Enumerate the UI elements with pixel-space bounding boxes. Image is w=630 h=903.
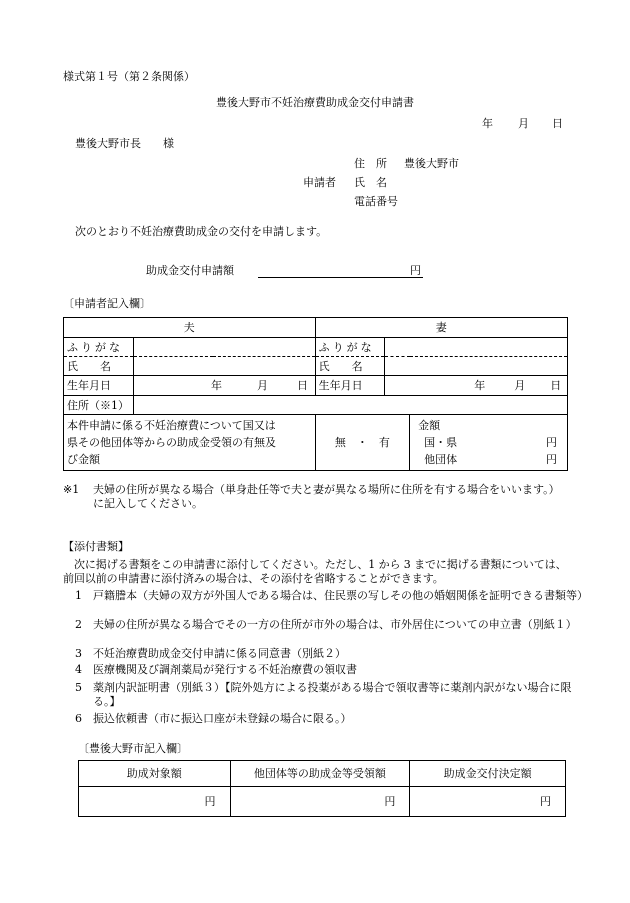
applicant-label: 申請者	[303, 176, 336, 189]
other-org-row	[424, 451, 557, 468]
attachment-item-text: 医療機関及び調剤薬局が発行する不妊治療費の領収書	[93, 663, 357, 676]
name-label: 氏 名	[354, 176, 387, 189]
subsidy-question	[64, 415, 316, 471]
husband-dob-day: 日	[296, 379, 308, 392]
wife-name-field[interactable]	[385, 357, 568, 376]
note1-mark: ※1	[63, 483, 80, 496]
wife-dob-field[interactable]	[385, 376, 568, 396]
city-header-target-amount: 助成対象額	[79, 761, 231, 787]
amount-field-underline[interactable]	[258, 277, 423, 278]
attachment-item	[75, 618, 589, 632]
husband-dob-month: 月	[256, 379, 268, 392]
form-number: 様式第１号（第２条関係）	[63, 70, 195, 83]
wife-header: 妻	[315, 318, 567, 338]
none-yes-choice[interactable]: 無 ・ 有	[315, 415, 410, 471]
address-row-field[interactable]	[133, 396, 567, 415]
other-org-label: 他団体	[424, 453, 458, 466]
subsidy-amount-cell[interactable]	[410, 415, 568, 471]
date-month-label: 月	[518, 117, 529, 130]
husband-dob-label: 生年月日	[64, 376, 134, 396]
husband-dob-year: 年	[210, 379, 222, 392]
attachment-item	[75, 681, 589, 710]
attachment-item	[75, 663, 589, 677]
amount-head: 金額	[418, 419, 441, 432]
attachment-item-text: 薬剤内訳証明書（別紙３）【院外処方による投薬がある場合で領収書等に薬剤内訳がない場合に限る。】	[93, 681, 572, 709]
intro-text: 次のとおり不妊治療費助成金の交付を申請します。	[75, 225, 328, 238]
note1-text: 夫婦の住所が異なる場合（単身赴任等で夫と妻が異なる場所に住所を有する場合をいいます。）に記入してください。	[93, 483, 560, 511]
city-header-decision-amount: 助成金交付決定額	[410, 761, 566, 787]
attachment-item	[75, 647, 589, 661]
attachment-item-text: 夫婦の住所が異なる場合でその一方の住所が市外の場合は、市外居住についての申立書（別紙１）	[93, 618, 577, 631]
address-row-label: 住所（※1）	[64, 396, 134, 415]
husband-name-label: 氏 名	[64, 357, 134, 376]
city-other-yen: 円	[384, 795, 396, 808]
city-table	[78, 760, 566, 817]
subsidy-question-line2: 県その他団体等からの助成金受領の有無及	[67, 436, 276, 449]
wife-dob-month: 月	[514, 379, 526, 392]
amount-label: 助成金交付申請額	[146, 264, 234, 277]
husband-dob-field[interactable]	[133, 376, 315, 396]
national-pref-label: 国・県	[424, 436, 458, 449]
wife-name-label: 氏 名	[315, 357, 385, 376]
attachments-intro: 次に掲げる書類をこの申請書に添付してください。ただし、1 から 3 までに掲げる書類については、前回以前の申請書に添付済みの場合は、その添付を省略することができます。	[63, 558, 567, 586]
attachment-item-number: 5	[75, 681, 82, 694]
attachments-title: 【添付書類】	[63, 540, 129, 553]
husband-furigana-label: ふりがな	[64, 338, 134, 357]
subsidy-question-line3: び金額	[67, 453, 100, 466]
subsidy-question-line1: 本件申請に係る不妊治療費について国又は	[67, 419, 276, 432]
attachment-item-text: 戸籍謄本（夫婦の双方が外国人である場合は、住民票の写しその他の婚姻関係を証明できる書類等）	[93, 589, 588, 602]
husband-furigana-field[interactable]	[133, 338, 315, 357]
city-section-title: 〔豊後大野市記入欄〕	[78, 742, 188, 755]
attachment-item-text: 不妊治療費助成金交付申請に係る同意書（別紙２）	[93, 647, 346, 660]
applicant-section-title: 〔申請者記入欄〕	[63, 297, 151, 310]
husband-name-field[interactable]	[133, 357, 315, 376]
husband-header: 夫	[64, 318, 316, 338]
national-pref-row	[424, 434, 557, 451]
city-decision-yen: 円	[540, 795, 551, 808]
wife-dob-label: 生年月日	[315, 376, 385, 396]
city-target-yen: 円	[204, 795, 216, 808]
city-decision-amount-field[interactable]	[410, 787, 566, 817]
attachment-item-number: 2	[75, 618, 82, 631]
date-day-label: 日	[552, 117, 563, 130]
date-year-label: 年	[482, 117, 493, 130]
addressee: 豊後大野市長 様	[75, 137, 174, 150]
amount-unit: 円	[410, 264, 421, 277]
applicant-table	[63, 317, 568, 471]
city-target-amount-field[interactable]	[79, 787, 231, 817]
attachment-item	[75, 712, 589, 726]
address-label: 住 所	[354, 157, 387, 170]
city-header-other-received: 他団体等の助成金等受領額	[230, 761, 410, 787]
attachment-item	[75, 589, 589, 603]
form-title: 豊後大野市不妊治療費助成金交付申請書	[216, 96, 414, 109]
other-org-yen: 円	[546, 453, 557, 466]
attachment-item-number: 3	[75, 647, 82, 660]
attachment-item-number: 6	[75, 712, 82, 725]
phone-label: 電話番号	[354, 195, 398, 208]
wife-furigana-label: ふりがな	[315, 338, 385, 357]
wife-furigana-field[interactable]	[385, 338, 568, 357]
attachment-item-number: 1	[75, 589, 82, 602]
attachment-item-number: 4	[75, 663, 82, 676]
wife-dob-year: 年	[474, 379, 486, 392]
address-value: 豊後大野市	[404, 157, 459, 170]
national-pref-yen: 円	[546, 436, 557, 449]
wife-dob-day: 日	[550, 379, 562, 392]
attachment-item-text: 振込依頼書（市に振込口座が未登録の場合に限る。）	[93, 712, 352, 725]
city-other-received-field[interactable]	[230, 787, 410, 817]
